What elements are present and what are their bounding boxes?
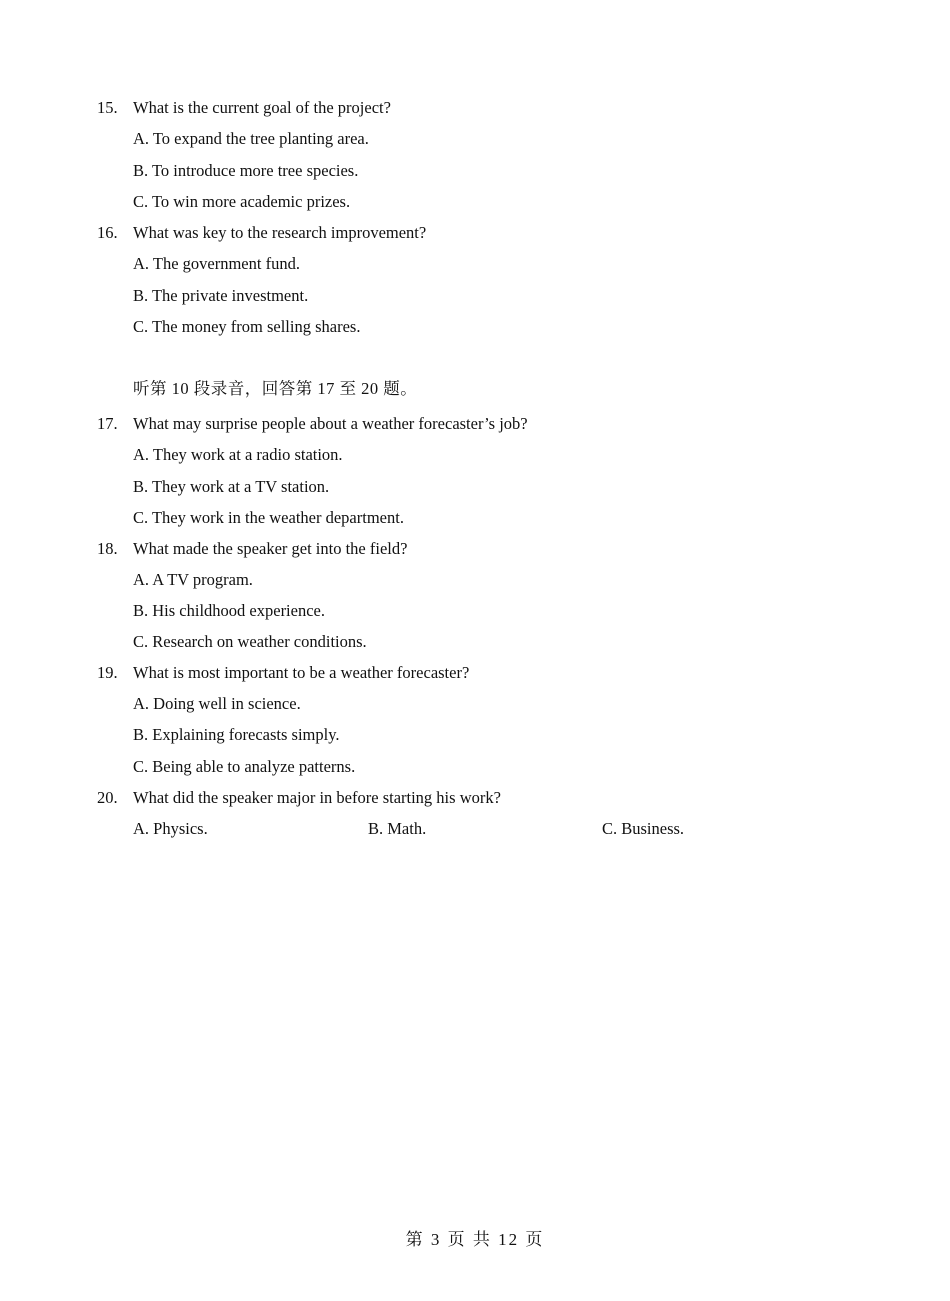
question-text: What was key to the research improvement? [133, 223, 427, 242]
option-18-a: A. A TV program. [133, 570, 253, 589]
option-18-b: B. His childhood experience. [133, 601, 325, 620]
question-number: 16. [97, 223, 118, 242]
question-number: 17. [97, 414, 118, 433]
question-number: 19. [97, 663, 118, 682]
option-20-b: B. Math. [368, 819, 427, 838]
option-16-a: A. The government fund. [133, 254, 300, 273]
question-text: What made the speaker get into the field? [133, 539, 408, 558]
question-16 [97, 223, 426, 243]
question-text: What may surprise people about a weather forecaster’s job? [133, 414, 528, 433]
question-number: 15. [97, 98, 118, 117]
option-17-b: B. They work at a TV station. [133, 477, 330, 496]
option-16-c: C. The money from selling shares. [133, 317, 361, 336]
question-17 [97, 414, 528, 434]
option-15-c: C. To win more academic prizes. [133, 192, 351, 211]
option-19-c: C. Being able to analyze patterns. [133, 757, 356, 776]
question-number: 20. [97, 788, 118, 807]
option-16-b: B. The private investment. [133, 286, 309, 305]
option-20-c: C. Business. [602, 819, 685, 838]
option-20-a: A. Physics. [133, 819, 208, 838]
question-19 [97, 663, 469, 683]
option-15-a: A. To expand the tree planting area. [133, 129, 369, 148]
question-text: What did the speaker major in before starting his work? [133, 788, 501, 807]
page-footer: 第 3 页 共 12 页 [405, 1230, 545, 1249]
question-text: What is the current goal of the project? [133, 98, 391, 117]
question-text: What is most important to be a weather forecaster? [133, 663, 470, 682]
question-20 [97, 788, 501, 808]
question-number: 18. [97, 539, 118, 558]
option-17-c: C. They work in the weather department. [133, 508, 404, 527]
question-15 [97, 98, 391, 118]
option-19-a: A. Doing well in science. [133, 694, 301, 713]
option-19-b: B. Explaining forecasts simply. [133, 725, 340, 744]
option-17-a: A. They work at a radio station. [133, 445, 343, 464]
option-15-b: B. To introduce more tree species. [133, 161, 359, 180]
option-18-c: C. Research on weather conditions. [133, 632, 367, 651]
question-18 [97, 539, 407, 559]
section-instruction: 听第 10 段录音，回答第 17 至 20 题。 [133, 379, 418, 398]
